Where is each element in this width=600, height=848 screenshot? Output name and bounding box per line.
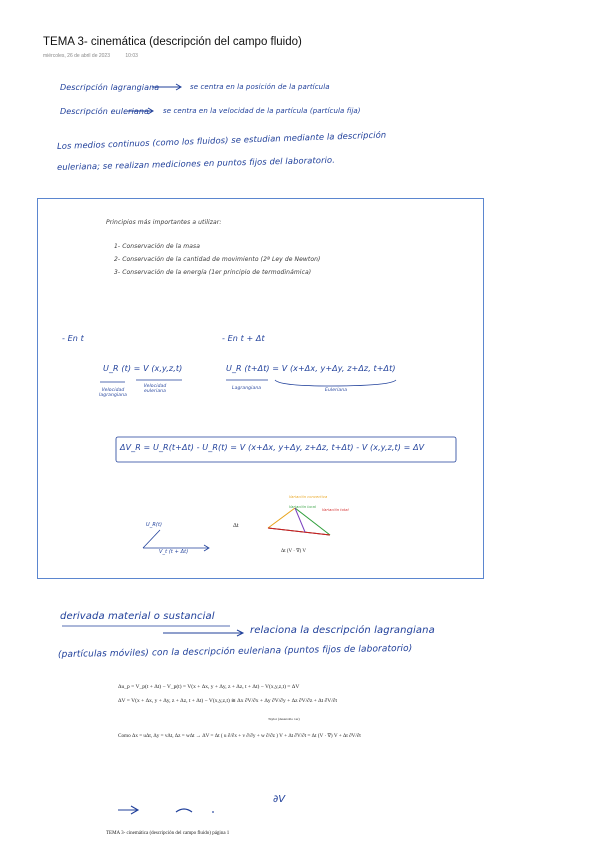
label-vel-euleriana: Velocidad euleriana xyxy=(143,384,167,394)
material-derivative: derivada material o sustancial xyxy=(60,611,215,622)
fig-red-label: Variación total xyxy=(322,508,349,512)
fig-label-dt: Δt xyxy=(233,523,239,529)
fig-label-ur: U_R(t) xyxy=(146,522,163,528)
page-time: 10:03 xyxy=(125,53,138,59)
eq-velocity-t: U_R (t) = V (x,y,z,t) xyxy=(103,364,183,373)
label-en-t: - En t xyxy=(62,334,84,343)
fig-label-vt: V_t (t + Δt) xyxy=(159,549,189,555)
principle-1: 1- Conservación de la masa xyxy=(114,243,200,250)
page-footer: TEMA 3- cinemática (descripción del campo fluido) página 1 xyxy=(106,831,230,836)
principles-heading: Principios más importantes a utilizar: xyxy=(106,219,222,226)
equation-2: ΔV = V(x + Δx, y + Δy, z + Δz, t + Δt) − V(x,y,z,t) ≅ Δx ∂V/∂x + Δy ∂V/∂y + Δz ∂V/∂z + Δt ∂V/∂t xyxy=(118,698,338,704)
material-derivative-relation: relaciona la descripción lagrangiana xyxy=(250,625,435,636)
note-media-line1: Los medios continuos (como los fluidos) se estudian mediante la descripción xyxy=(56,129,387,151)
note-eulerian-desc: se centra en la velocidad de la partícula (partícula fija) xyxy=(163,107,361,115)
label-en-t-dt: - En t + Δt xyxy=(222,334,265,343)
fig-orange-label: Variación convectiva xyxy=(289,495,328,499)
page-title: TEMA 3- cinemática (descripción del campo fluido) xyxy=(43,36,302,48)
equation-1: Δu_p = V_p(t + Δt) − V_p(t) = V(x + Δx, y + Δy, z + Δz, t + Δt) − V(x,y,z,t) = ΔV xyxy=(118,684,300,690)
note-media-line2: euleriana; se realizan mediciones en puntos fijos del laboratorio. xyxy=(56,154,336,172)
equation-note: Taylor (desarrollo 1er) xyxy=(268,717,300,721)
eq-velocity-t-dt: U_R (t+Δt) = V (x+Δx, y+Δy, z+Δz, t+Δt) xyxy=(226,364,396,373)
note-eulerian: Descripción euleriana xyxy=(60,107,149,116)
note-lagrangian-desc: se centra en la posición de la partícula xyxy=(190,83,330,91)
label-lagrangiana: Lagrangiana xyxy=(232,386,262,391)
fig-green-label: Variación local xyxy=(289,505,316,509)
label-vel-lagrangiana: Velocidad lagrangiana xyxy=(99,388,127,398)
label-euleriana: Euleriana xyxy=(325,388,348,393)
equation-3: Como Δx = uΔt, Δy = vΔt, Δz = wΔt → ΔV = Δt ( u ∂/∂x + v ∂/∂y + w ∂/∂z ) V + Δt ∂V/∂t = Δt (V · ∇) V + Δt ∂V/∂t xyxy=(118,733,361,739)
principle-2: 2- Conservación de la cantidad de movimiento (2ª Ley de Newton) xyxy=(114,256,321,263)
delta-equation: ΔV_R = U_R(t+Δt) - U_R(t) = V (x+Δx, y+Δy, z+Δz, t+Δt) - V (x,y,z,t) = ΔV xyxy=(120,443,425,452)
note-lagrangian: Descripción lagrangiana xyxy=(60,83,160,92)
fig-label-convective: Δt (V · ∇) V xyxy=(281,549,306,554)
page-date: miércoles, 26 de abril de 2023 xyxy=(43,53,110,59)
material-derivative-desc: (partículas móviles) con la descripción euleriana (puntos fijos de laboratorio) xyxy=(57,643,413,660)
principle-3: 3- Conservación de la energía (1er principio de termodinámica) xyxy=(114,269,312,276)
bottom-partial: ∂V xyxy=(273,794,286,805)
